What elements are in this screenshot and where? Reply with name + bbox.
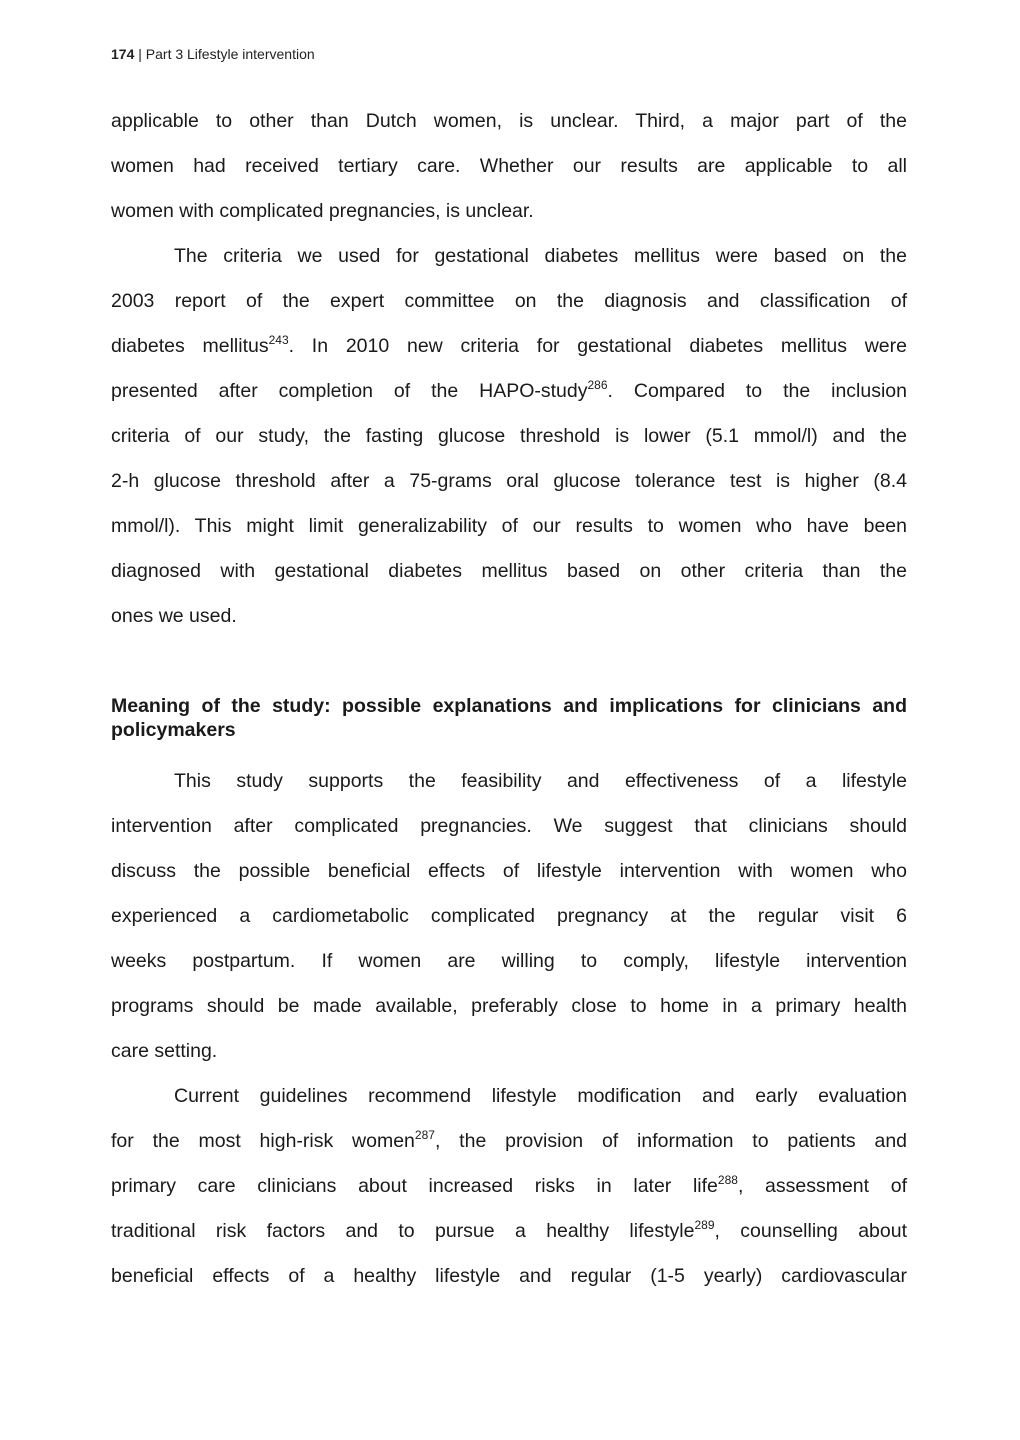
text-segment: traditional risk factors and to pursue a healthy lifestyle (111, 1220, 695, 1242)
text-line (111, 1119, 907, 1164)
text-segment: beneficial effects of a healthy lifestyle and regular (1-5 yearly) cardiovascular (111, 1265, 907, 1287)
text-segment: , assessment of (737, 1175, 908, 1197)
section-heading (111, 694, 907, 742)
text-line (111, 804, 907, 849)
text-segment: . In 2010 new criteria for gestational diabetes mellitus were (288, 335, 907, 357)
text-segment: Current guidelines recommend lifestyle modification and early evaluation (174, 1085, 907, 1107)
citation-reference: 286 (587, 378, 608, 392)
text-line (111, 189, 907, 234)
citation-reference: 243 (268, 333, 289, 347)
text-line (111, 939, 907, 984)
text-line (111, 1029, 907, 1074)
text-segment: applicable to other than Dutch women, is unclear. Third, a major part of the (111, 110, 907, 132)
text-line (111, 849, 907, 894)
citation-reference: 287 (414, 1128, 435, 1142)
text-segment: ones we used. (111, 605, 237, 627)
running-header (111, 46, 315, 62)
text-line (111, 1254, 907, 1299)
text-segment: diabetes mellitus (111, 335, 269, 357)
paragraph-1 (111, 99, 907, 234)
text-line (111, 279, 907, 324)
text-line (111, 894, 907, 939)
text-segment: experienced a cardiometabolic complicated pregnancy at the regular visit 6 (111, 905, 907, 927)
text-line (111, 99, 907, 144)
section-title: Part 3 Lifestyle intervention (145, 46, 315, 62)
text-segment: for the most high-risk women (111, 1130, 415, 1152)
text-segment: diagnosed with gestational diabetes mellitus based on other criteria than the (111, 560, 907, 582)
paragraph-4 (111, 1074, 907, 1299)
text-line (111, 459, 907, 504)
text-segment: women had received tertiary care. Whether our results are applicable to all (111, 155, 907, 177)
text-line (111, 594, 907, 639)
text-segment: programs should be made available, preferably close to home in a primary health (111, 995, 907, 1017)
text-segment: primary care clinicians about increased risks in later life (111, 1175, 718, 1197)
text-line (111, 144, 907, 189)
text-segment: women with complicated pregnancies, is unclear. (111, 200, 534, 222)
text-segment: The criteria we used for gestational diabetes mellitus were based on the (174, 245, 907, 267)
paragraph-2 (111, 234, 907, 639)
text-segment: 2003 report of the expert committee on the diagnosis and classification of (111, 290, 907, 312)
text-line (111, 549, 907, 594)
text-line (111, 1209, 907, 1254)
text-line (111, 414, 907, 459)
page-number: 174 (111, 46, 135, 62)
heading-line: Meaning of the study: possible explanations and implications for clinicians and (111, 695, 907, 717)
text-line (111, 984, 907, 1029)
text-line (111, 369, 907, 414)
text-segment: This study supports the feasibility and effectiveness of a lifestyle (174, 770, 907, 792)
text-segment: weeks postpartum. If women are willing to comply, lifestyle intervention (111, 950, 907, 972)
text-line (111, 504, 907, 549)
text-segment: , counselling about (714, 1220, 908, 1242)
text-segment: presented after completion of the HAPO-study (111, 380, 588, 402)
citation-reference: 288 (717, 1173, 738, 1187)
header-separator: | (134, 46, 146, 62)
text-segment: intervention after complicated pregnancies. We suggest that clinicians should (111, 815, 907, 837)
paragraph-3 (111, 759, 907, 1074)
text-line (111, 234, 907, 279)
text-segment: , the provision of information to patients and (434, 1130, 908, 1152)
text-line (111, 759, 907, 804)
text-segment: . Compared to the inclusion (607, 380, 908, 402)
text-segment: care setting. (111, 1040, 218, 1062)
text-line (111, 1074, 907, 1119)
citation-reference: 289 (694, 1218, 715, 1232)
text-line (111, 1164, 907, 1209)
text-segment: 2-h glucose threshold after a 75-grams oral glucose tolerance test is higher (8.4 (111, 470, 907, 492)
text-segment: discuss the possible beneficial effects of lifestyle intervention with women who (111, 860, 907, 882)
text-segment: mmol/l). This might limit generalizability of our results to women who have been (111, 515, 907, 537)
text-line (111, 324, 907, 369)
text-segment: criteria of our study, the fasting glucose threshold is lower (5.1 mmol/l) and the (111, 425, 907, 447)
heading-line: policymakers (111, 719, 236, 741)
